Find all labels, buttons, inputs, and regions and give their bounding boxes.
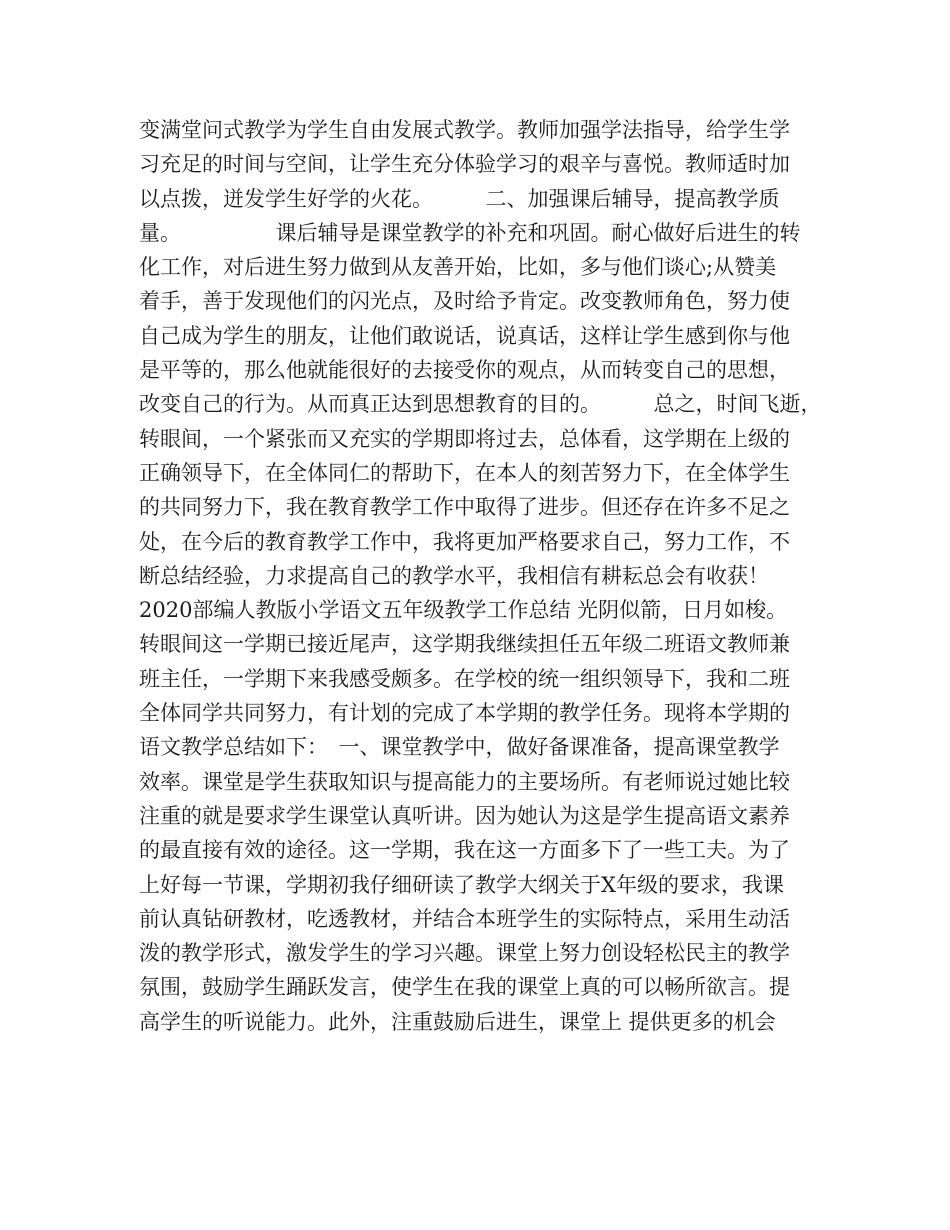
text-line: 高学生的听说能力。此外，注重鼓励后进生，课堂上 提供更多的机会 — [139, 1009, 776, 1034]
text-line: 量。 课后辅导是课堂教学的补充和巩固。耐心做好后进生的转 — [139, 220, 801, 245]
text-line: 以点拨，迸发学生好学的火花。 二、加强课后辅导，提高教学质 — [139, 186, 780, 211]
text-line: 正确领导下，在全体同仁的帮助下，在本人的刻苦努力下，在全体学生 — [139, 460, 790, 485]
text-line: 自己成为学生的朋友，让他们敢说话，说真话，这样让学生感到你与他 — [139, 323, 790, 348]
text-line: 的共同努力下，我在教育教学工作中取得了进步。但还存在许多不足之 — [139, 495, 790, 520]
text-line: 习充足的时间与空间，让学生充分体验学习的艰辛与喜悦。教师适时加 — [139, 152, 790, 177]
text-line: 转眼间，一个紧张而又充实的学期即将过去，总体看，这学期在上级的 — [139, 426, 790, 451]
text-line: 氛围，鼓励学生踊跃发言，使学生在我的课堂上真的可以畅所欲言。提 — [139, 975, 790, 1000]
text-line: 转眼间这一学期已接近尾声，这学期我继续担任五年级二班语文教师兼 — [139, 632, 790, 657]
text-line: 上好每一节课，学期初我仔细研读了教学大纲关于X年级的要求，我课 — [139, 872, 784, 897]
text-line: 全体同学共同努力，有计划的完成了本学期的教学任务。现将本学期的 — [139, 701, 790, 726]
text-line: 处，在今后的教育教学工作中，我将更加严格要求自己，努力工作，不 — [139, 529, 790, 554]
document-body — [139, 113, 829, 1039]
text-line: 断总结经验，力求提高自己的教学水平，我相信有耕耘总会有收获！ — [139, 563, 769, 588]
text-line: 是平等的，那么他就能很好的去接受你的观点，从而转变自己的思想， — [139, 358, 790, 383]
text-line: 效率。课堂是学生获取知识与提高能力的主要场所。有老师说过她比较 — [139, 769, 790, 794]
text-line: 前认真钻研教材，吃透教材，并结合本班学生的实际特点，采用生动活 — [139, 906, 790, 931]
text-line: 语文教学总结如下： 一、课堂教学中，做好备课准备，提高课堂教学 — [139, 735, 780, 760]
text-line: 的最直接有效的途径。这一学期，我在这一方面多下了一些工夫。为了 — [139, 838, 790, 863]
text-line: 2020部编人教版小学语文五年级教学工作总结 光阴似箭，日月如梭。 — [139, 598, 788, 623]
text-line: 着手，善于发现他们的闪光点，及时给予肯定。改变教师角色，努力使 — [139, 289, 790, 314]
text-line: 化工作，对后进生努力做到从友善开始，比如，多与他们谈心;从赞美 — [139, 255, 777, 280]
text-line: 改变自己的行为。从而真正达到思想教育的目的。 总之，时间飞逝， — [139, 392, 822, 417]
text-line: 注重的就是要求学生课堂认真听讲。因为她认为这是学生提高语文素养 — [139, 803, 790, 828]
text-line: 泼的教学形式，激发学生的学习兴趣。课堂上努力创设轻松民主的教学 — [139, 941, 790, 966]
text-line: 班主任，一学期下来我感受颇多。在学校的统一组织领导下，我和二班 — [139, 666, 790, 691]
text-line: 变满堂问式教学为学生自由发展式教学。教师加强学法指导，给学生学 — [139, 118, 790, 142]
